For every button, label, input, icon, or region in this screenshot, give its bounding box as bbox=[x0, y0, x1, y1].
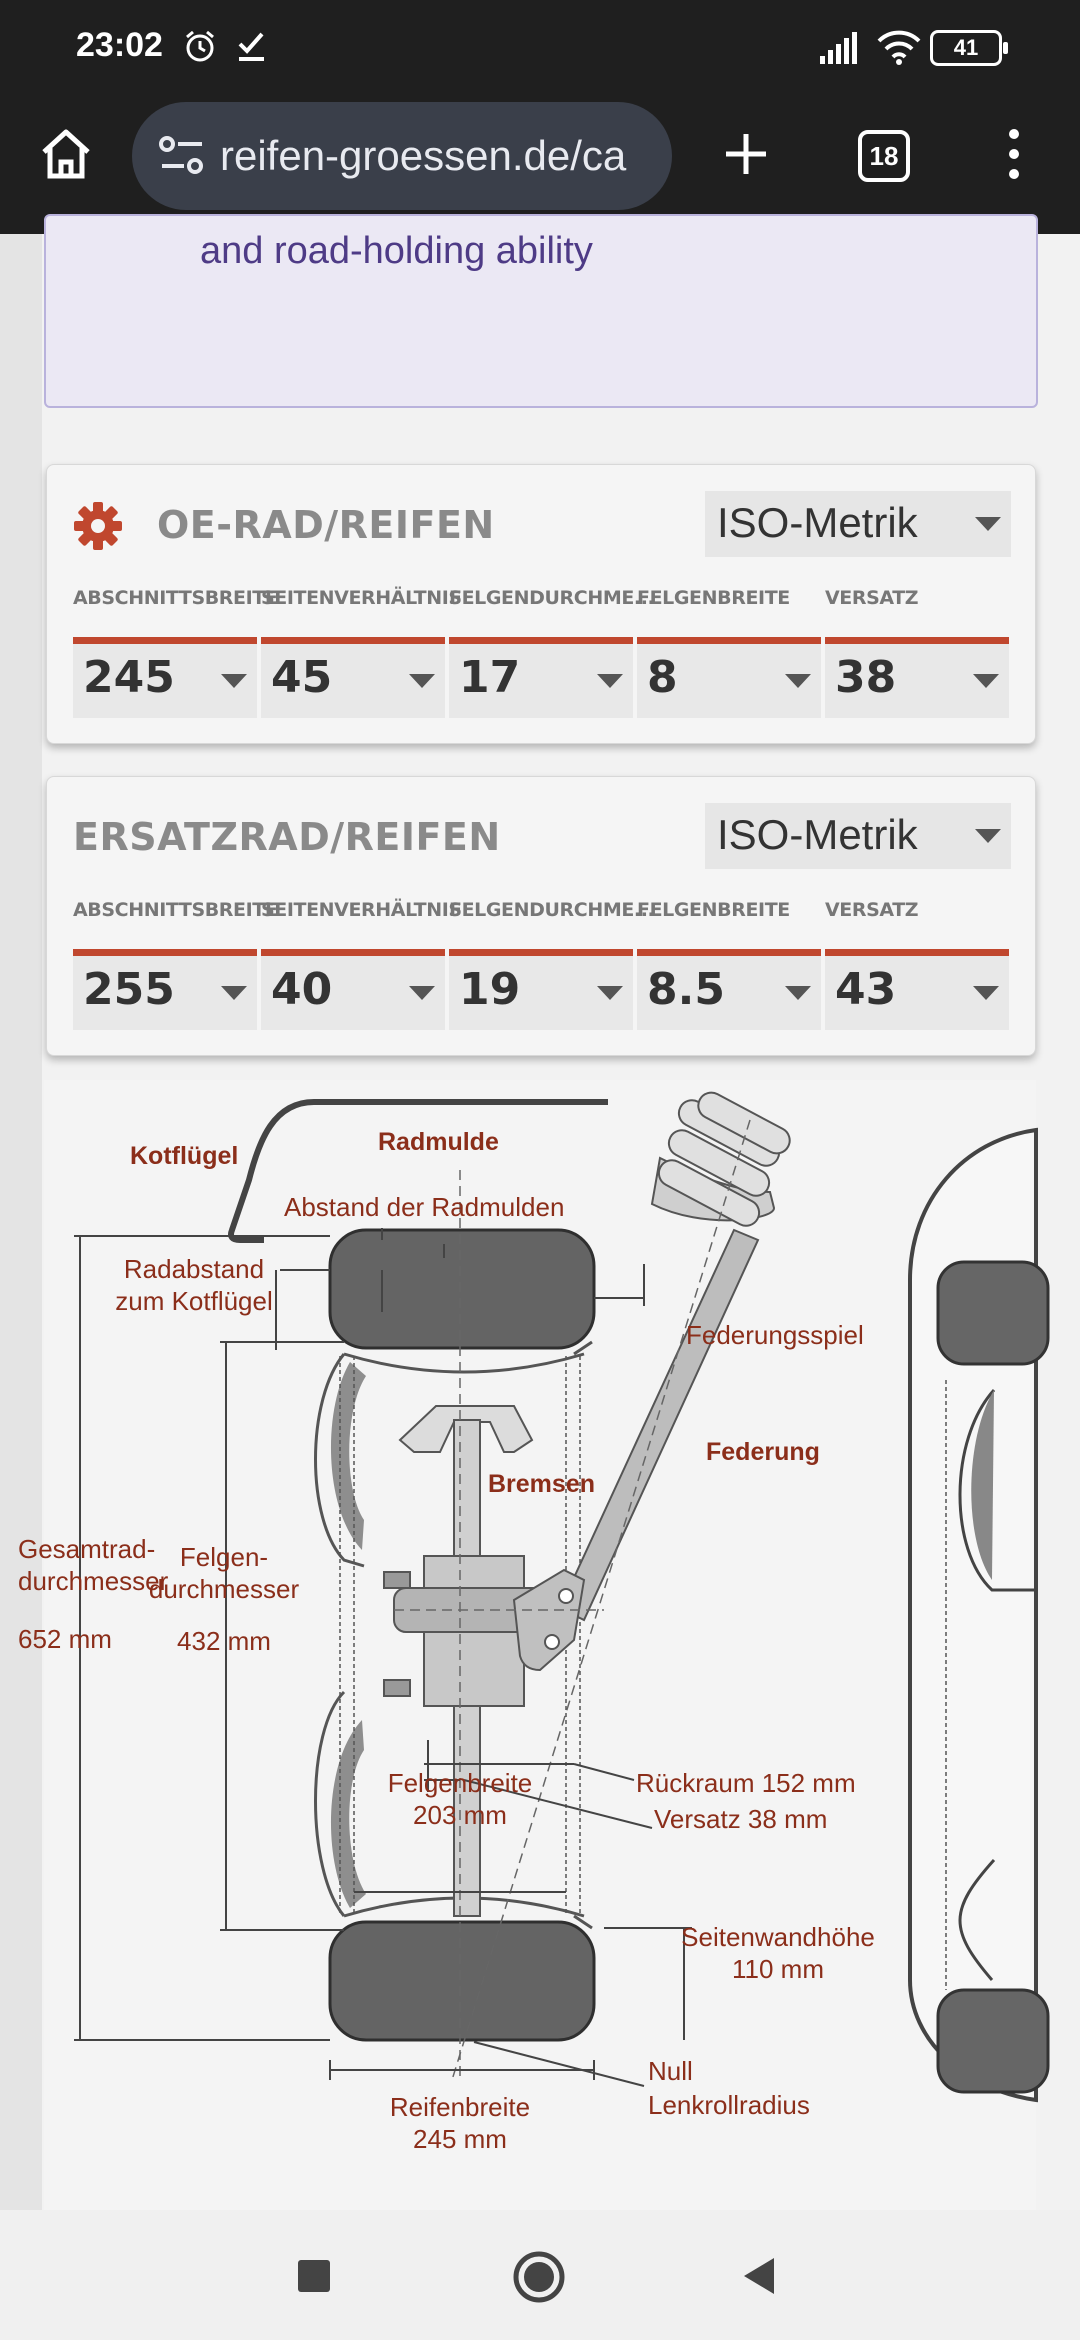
label-abstand-radmulden: Abstand der Radmulden bbox=[284, 1192, 565, 1222]
oe-offset-select[interactable] bbox=[825, 637, 1009, 718]
tab-count: 18 bbox=[869, 141, 899, 171]
chevron-down-icon bbox=[221, 674, 247, 688]
url-text[interactable]: reifen-groessen.de/ca bbox=[220, 132, 627, 179]
oe-field-rim-width bbox=[637, 587, 821, 718]
replacement-card-title: ERSATZRAD/REIFEN bbox=[73, 815, 501, 859]
label-bremsen: Bremsen bbox=[488, 1470, 595, 1498]
rep-field-rim-diameter bbox=[449, 899, 655, 1030]
tire-top bbox=[330, 1230, 594, 1348]
recents-square-icon[interactable] bbox=[296, 2258, 332, 2294]
label-felgenbreite-2: 203 mm bbox=[413, 1800, 507, 1830]
oe-field-aspect-ratio bbox=[261, 587, 462, 718]
field-value: 19 bbox=[459, 964, 521, 1015]
chevron-down-icon bbox=[597, 674, 623, 688]
replacement-unit-value: ISO-Metrik bbox=[717, 811, 918, 858]
field-label: SEITENVERHÄLTNIS bbox=[261, 587, 462, 609]
rep-field-rim-width bbox=[637, 899, 821, 1030]
field-label: FELGENDURCHME... bbox=[449, 899, 655, 921]
oe-rim-width-select[interactable] bbox=[637, 637, 821, 718]
chevron-down-icon bbox=[597, 986, 623, 1000]
chevron-down-icon bbox=[409, 674, 435, 688]
wifi-icon bbox=[876, 28, 922, 66]
signal-icon bbox=[818, 30, 862, 66]
back-triangle-icon[interactable] bbox=[740, 2256, 780, 2296]
oe-wheel-card bbox=[46, 464, 1036, 744]
label-null-1: Null bbox=[648, 2056, 693, 2086]
new-tab-icon[interactable] bbox=[722, 130, 770, 178]
field-label: FELGENBREITE bbox=[637, 899, 790, 921]
tire-bottom bbox=[330, 1922, 594, 2040]
replacement-unit-select[interactable] bbox=[705, 803, 1011, 869]
chevron-down-icon bbox=[975, 829, 1001, 843]
rep-offset-select[interactable] bbox=[825, 949, 1009, 1030]
label-federungsspiel: Federungsspiel bbox=[686, 1320, 864, 1350]
more-menu-icon[interactable] bbox=[1000, 126, 1028, 182]
label-null-2: Lenkrollradius bbox=[648, 2090, 810, 2120]
field-value: 8.5 bbox=[647, 964, 725, 1015]
oe-unit-select[interactable] bbox=[705, 491, 1011, 557]
label-seitenwand-1: Seitenwandhöhe bbox=[681, 1922, 875, 1952]
field-label: ABSCHNITTSBREITE bbox=[73, 587, 278, 609]
label-reifenbreite-1: Reifenbreite bbox=[389, 2092, 531, 2122]
site-settings-icon[interactable] bbox=[158, 134, 206, 178]
field-label: VERSATZ bbox=[825, 899, 919, 921]
field-value: 38 bbox=[835, 652, 897, 703]
field-value: 245 bbox=[83, 652, 175, 703]
label-felgen-d-value: 432 mm bbox=[177, 1626, 271, 1656]
oe-section-width-select[interactable] bbox=[73, 637, 257, 718]
oe-field-section-width bbox=[73, 587, 278, 718]
oe-unit-value: ISO-Metrik bbox=[717, 499, 918, 546]
field-label: ABSCHNITTSBREITE bbox=[73, 899, 278, 921]
page-content[interactable] bbox=[0, 230, 1080, 2210]
oe-card-title: OE-RAD/REIFEN bbox=[157, 503, 495, 547]
wheel-fitment-diagram bbox=[18, 1080, 1036, 2210]
label-reifenbreite-2: 245 mm bbox=[413, 2124, 507, 2154]
rep-field-aspect-ratio bbox=[261, 899, 462, 1030]
rep-rim-width-select[interactable] bbox=[637, 949, 821, 1030]
replacement-wheel-preview bbox=[910, 1130, 1048, 2100]
label-radabstand-2: zum Kotflügel bbox=[115, 1286, 273, 1316]
replacement-wheel-card bbox=[46, 776, 1036, 1056]
label-gesamt-1: Gesamtrad- bbox=[18, 1534, 156, 1564]
chevron-down-icon bbox=[785, 986, 811, 1000]
field-value: 43 bbox=[835, 964, 897, 1015]
label-federung: Federung bbox=[706, 1438, 820, 1466]
chevron-down-icon bbox=[973, 986, 999, 1000]
home-circle-icon[interactable] bbox=[512, 2250, 566, 2304]
rep-section-width-select[interactable] bbox=[73, 949, 257, 1030]
address-bar[interactable] bbox=[132, 102, 672, 210]
label-radabstand-1: Radabstand bbox=[123, 1254, 265, 1284]
chevron-down-icon bbox=[409, 986, 435, 1000]
tab-switcher-button[interactable] bbox=[858, 130, 910, 182]
status-time: 23:02 bbox=[76, 26, 163, 64]
rep-aspect-ratio-select[interactable] bbox=[261, 949, 445, 1030]
rep-rim-diameter-select[interactable] bbox=[449, 949, 633, 1030]
chevron-down-icon bbox=[973, 674, 999, 688]
battery-level: 41 bbox=[953, 35, 979, 60]
oe-rim-diameter-select[interactable] bbox=[449, 637, 633, 718]
label-versatz: Versatz 38 mm bbox=[654, 1804, 828, 1834]
field-value: 45 bbox=[271, 652, 333, 703]
gear-icon[interactable] bbox=[73, 501, 123, 551]
field-value: 8 bbox=[647, 652, 678, 703]
field-value: 40 bbox=[271, 964, 333, 1015]
alarm-icon bbox=[182, 28, 218, 64]
label-radmulde: Radmulde bbox=[378, 1128, 499, 1156]
checkmark-icon bbox=[234, 28, 270, 64]
oe-aspect-ratio-select[interactable] bbox=[261, 637, 445, 718]
label-seitenwand-2: 110 mm bbox=[732, 1954, 824, 1984]
label-kotfluegel: Kotflügel bbox=[130, 1142, 239, 1170]
rep-field-section-width bbox=[73, 899, 278, 1030]
battery-icon bbox=[930, 30, 1002, 66]
info-box bbox=[44, 214, 1038, 408]
label-rueckraum: Rückraum 152 mm bbox=[636, 1768, 856, 1798]
field-label: SEITENVERHÄLTNIS bbox=[261, 899, 462, 921]
label-felgen-d-1: Felgen- bbox=[179, 1542, 269, 1572]
label-gesamt-2: durchmesser bbox=[18, 1566, 169, 1596]
label-felgen-d-2: durchmesser bbox=[148, 1574, 300, 1604]
info-box-text: and road-holding ability bbox=[200, 230, 593, 272]
field-value: 17 bbox=[459, 652, 521, 703]
field-label: FELGENBREITE bbox=[637, 587, 790, 609]
chevron-down-icon bbox=[785, 674, 811, 688]
rep-field-offset bbox=[825, 899, 1009, 1030]
field-value: 255 bbox=[83, 964, 175, 1015]
oe-field-offset bbox=[825, 587, 1009, 718]
label-gesamt-value: 652 mm bbox=[18, 1624, 112, 1654]
home-icon[interactable] bbox=[38, 126, 94, 182]
oe-field-rim-diameter bbox=[449, 587, 655, 718]
field-label: VERSATZ bbox=[825, 587, 919, 609]
label-felgenbreite-1: Felgenbreite bbox=[387, 1768, 533, 1798]
field-label: FELGENDURCHME... bbox=[449, 587, 655, 609]
page-left-gutter bbox=[0, 234, 42, 2210]
system-nav-bar bbox=[0, 2210, 1080, 2340]
chevron-down-icon bbox=[221, 986, 247, 1000]
status-bar bbox=[0, 0, 1080, 96]
chevron-down-icon bbox=[975, 517, 1001, 531]
